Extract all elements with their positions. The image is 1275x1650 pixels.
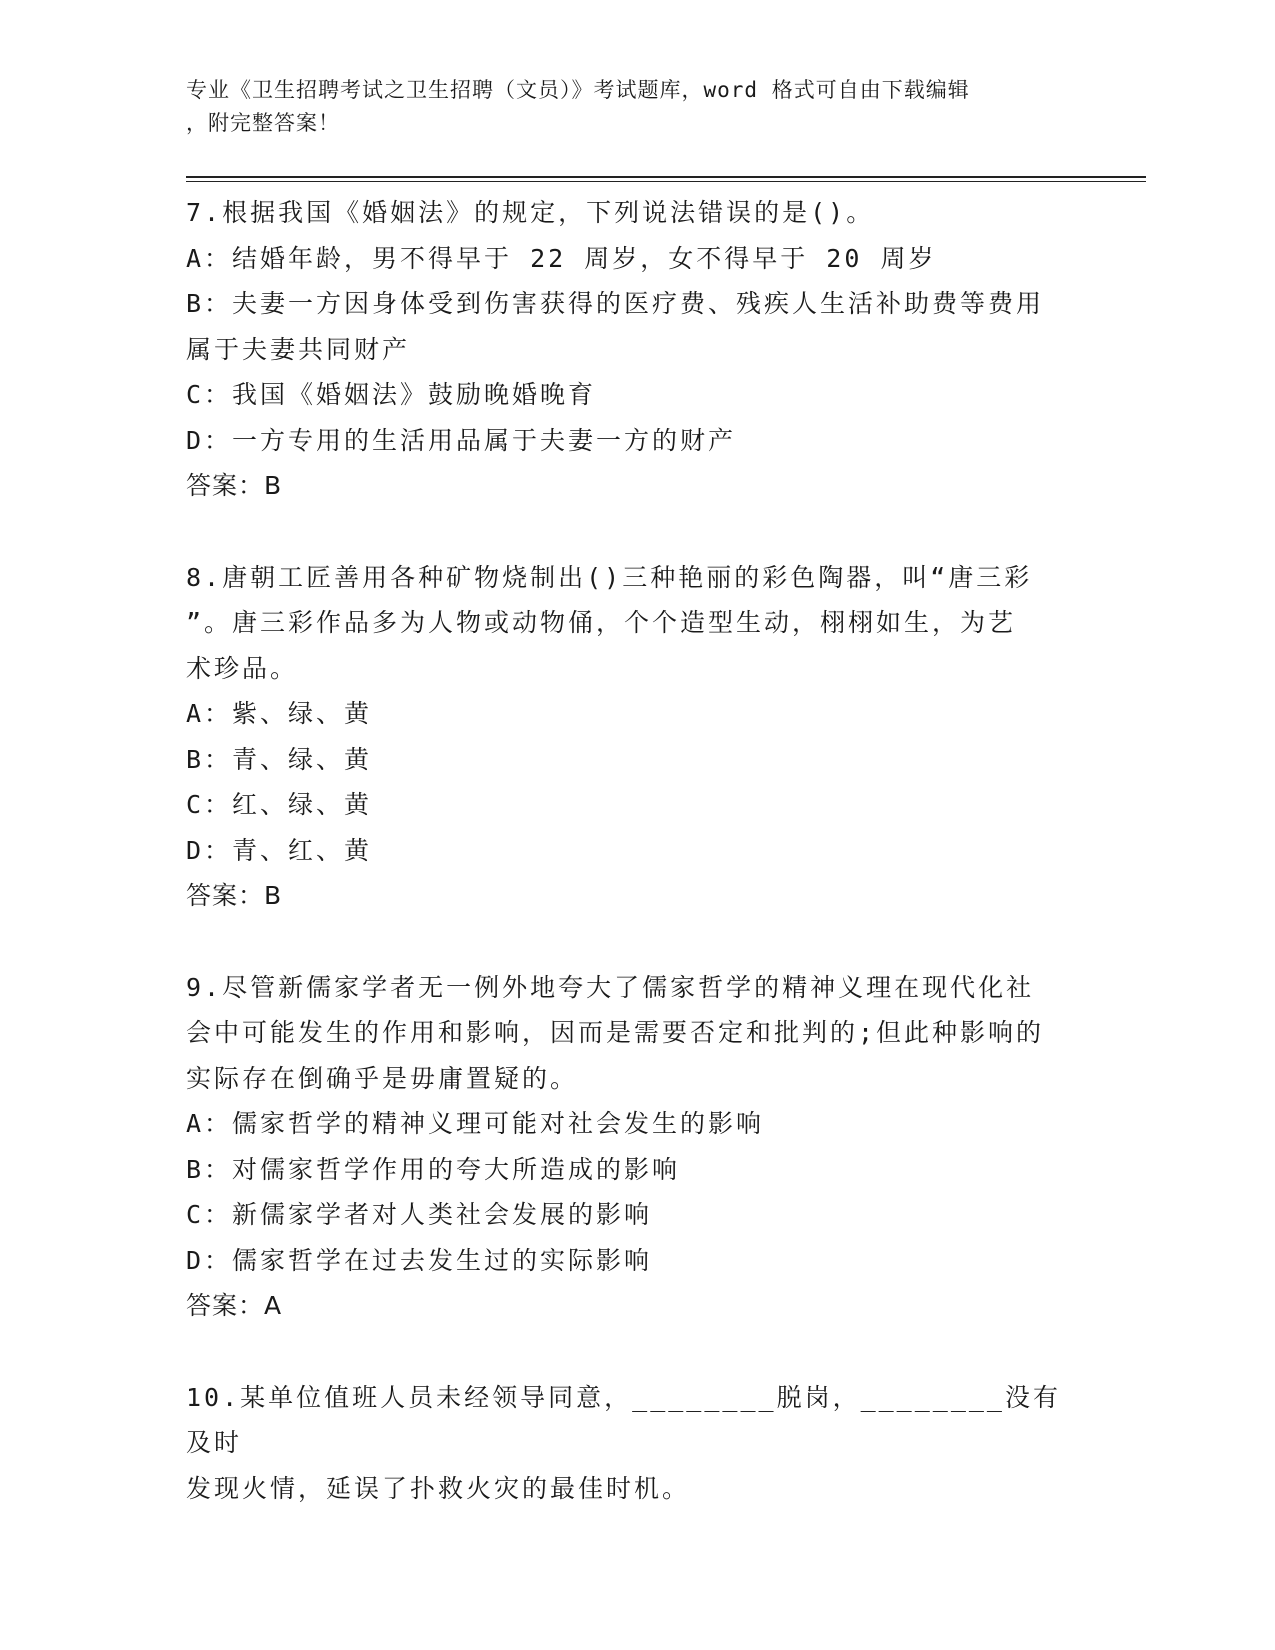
answer-label: 答案：B: [186, 471, 283, 500]
question-stem-line-3: 术珍品。: [186, 653, 299, 683]
option-c: C：红、绿、黄: [186, 790, 373, 819]
question-stem-line-3: 实际存在倒确乎是毋庸置疑的。: [186, 1063, 579, 1093]
question-9: [186, 965, 1086, 1329]
question-stem: 7.根据我国《婚姻法》的规定，下列说法错误的是()。: [186, 198, 875, 227]
option-a: A：紫、绿、黄: [186, 699, 373, 728]
header-line-2: ，附完整答案！: [186, 111, 340, 135]
option-d: D：一方专用的生活用品属于夫妻一方的财产: [186, 425, 737, 455]
header-divider-thin: [186, 181, 1146, 182]
header-divider-thick: [186, 176, 1146, 178]
question-10: [186, 1375, 1086, 1512]
option-d: D：儒家哲学在过去发生过的实际影响: [186, 1245, 653, 1275]
question-stem-line-2: ”。唐三彩作品多为人物或动物俑，个个造型生动，栩栩如生，为艺: [186, 608, 1017, 637]
question-stem: 8.唐朝工匠善用各种矿物烧制出()三种艳丽的彩色陶器，叫“唐三彩: [186, 562, 1033, 592]
option-b: B：青、绿、黄: [186, 744, 373, 774]
question-7: [186, 190, 1086, 509]
question-stem-line-2: 发现火情，延误了扑救火灾的最佳时机。: [186, 1473, 691, 1503]
answer-label: 答案：B: [186, 881, 283, 910]
option-b: B：对儒家哲学作用的夸大所造成的影响: [186, 1154, 681, 1184]
document-header: [186, 74, 1066, 140]
option-b: B：夫妻一方因身体受到伤害获得的医疗费、残疾人生活补助费等费用: [186, 289, 1045, 318]
question-list: [186, 190, 1086, 1511]
answer-label: 答案：A: [186, 1291, 283, 1320]
question-stem-line-2: 会中可能发生的作用和影响，因而是需要否定和批判的;但此种影响的: [186, 1018, 1045, 1047]
option-a: A：结婚年龄，男不得早于 22 周岁，女不得早于 20 周岁: [186, 243, 937, 273]
option-c: C：新儒家学者对人类社会发展的影响: [186, 1200, 653, 1229]
question-8: [186, 555, 1086, 919]
option-c: C：我国《婚姻法》鼓励晚婚晚育: [186, 380, 597, 409]
option-b-continued: 属于夫妻共同财产: [186, 334, 411, 364]
header-line-1: 专业《卫生招聘考试之卫生招聘（文员）》考试题库，word 格式可自由下载编辑: [186, 78, 970, 102]
option-a: A：儒家哲学的精神义理可能对社会发生的影响: [186, 1109, 765, 1138]
option-d: D：青、红、黄: [186, 835, 373, 865]
question-stem: 10.某单位值班人员未经领导同意，________脱岗，________没有及时: [186, 1382, 1061, 1457]
question-stem: 9.尽管新儒家学者无一例外地夸大了儒家哲学的精神义理在现代化社: [186, 972, 1035, 1002]
